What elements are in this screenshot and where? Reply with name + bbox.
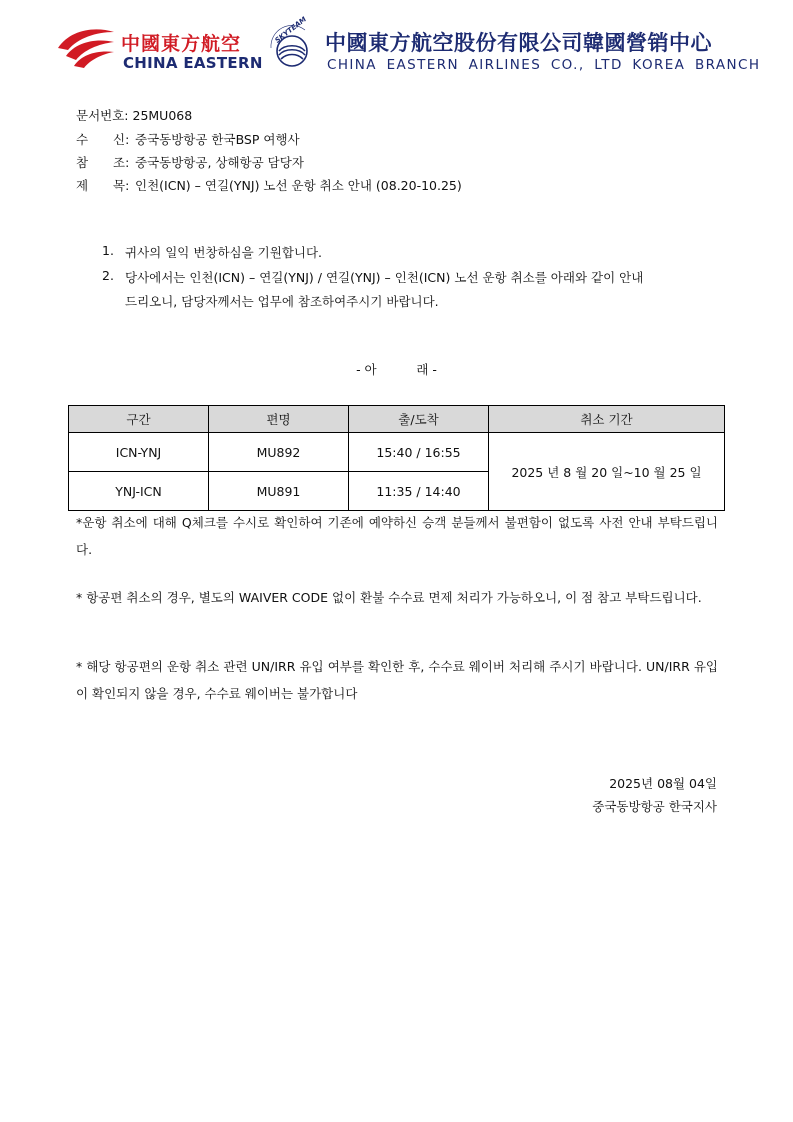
below-heading: - 아 래 - <box>356 362 437 377</box>
table-row <box>69 433 725 472</box>
period-cell: 2025 년 8 월 20 일~10 월 25 일 <box>489 433 725 511</box>
header-time: 출/도착 <box>349 406 489 433</box>
reference-line <box>76 153 304 171</box>
reference-label-2: 조: <box>113 155 130 170</box>
recipient-label-1: 수 <box>76 132 89 147</box>
route-cell: ICN-YNJ <box>69 433 209 472</box>
signature: 중국동방항공 한국지사 <box>592 799 717 814</box>
note-1: *운항 취소에 대해 Q체크를 수시로 확인하여 기존에 예약하신 승객 분들께서 불편함이 없도록 사전 안내 부탁드립니다. <box>76 515 718 557</box>
flight-cell: MU891 <box>209 472 349 511</box>
flight-cell: MU892 <box>209 433 349 472</box>
recipient-line <box>76 130 300 148</box>
subject-value: 인천(ICN) – 연길(YNJ) 노선 운항 취소 안내 (08.20-10.25) <box>135 178 462 193</box>
recipient-value: 중국동방항공 한국BSP 여행사 <box>135 132 300 147</box>
header-route: 구간 <box>69 406 209 433</box>
brand-name-en: CHINA EASTERN <box>123 54 263 72</box>
subject-label-1: 제 <box>76 178 89 193</box>
list-item-1: 귀사의 일익 번창하심을 기원합니다. <box>125 245 323 260</box>
time-cell: 11:35 / 14:40 <box>349 472 489 511</box>
recipient-label-2: 신: <box>113 132 130 147</box>
route-cell: YNJ-ICN <box>69 472 209 511</box>
header-flight: 편명 <box>209 406 349 433</box>
branch-name-cn: 中國東方航空股份有限公司韓國營销中心 <box>325 31 712 55</box>
subject-label-2: 목: <box>113 178 130 193</box>
note-3: * 해당 항공편의 운항 취소 관련 UN/IRR 유입 여부를 확인한 후, 수수료 웨이버 처리해 주시기 바랍니다. UN/IRR 유입이 확인되지 않을 경우, 수수료 웨이버는 불가합니다 <box>76 659 718 701</box>
table-header-row <box>69 406 725 433</box>
subject-line <box>76 176 462 194</box>
list-number-2: 2. <box>102 268 114 283</box>
branch-name-en: CHINA EASTERN AIRLINES CO., LTD KOREA BRANCH <box>327 57 761 73</box>
issue-date: 2025년 08월 04일 <box>609 776 717 791</box>
brand-name-cn: 中國東方航空 <box>121 33 242 55</box>
reference-label-1: 참 <box>76 155 89 170</box>
list-item-2-cont: 드리오니, 담당자께서는 업무에 참조하여주시기 바랍니다. <box>125 294 439 309</box>
list-number-1: 1. <box>102 243 114 258</box>
note-2: * 항공편 취소의 경우, 별도의 WAIVER CODE 없이 환불 수수료 면제 처리가 가능하오니, 이 점 참고 부탁드립니다. <box>76 590 702 605</box>
china-eastern-logo <box>56 26 116 70</box>
list-item-2: 당사에서는 인천(ICN) – 연길(YNJ) / 연길(YNJ) – 인천(ICN) 노선 운항 취소를 아래와 같이 안내 <box>125 270 644 285</box>
reference-value: 중국동방항공, 상해항공 담당자 <box>135 155 304 170</box>
cancellation-table <box>68 405 725 511</box>
skyteam-label: SKYTEAM <box>273 15 308 45</box>
doc-number: 문서번호: 25MU068 <box>76 108 193 123</box>
header-period: 취소 기간 <box>489 406 725 433</box>
time-cell: 15:40 / 16:55 <box>349 433 489 472</box>
